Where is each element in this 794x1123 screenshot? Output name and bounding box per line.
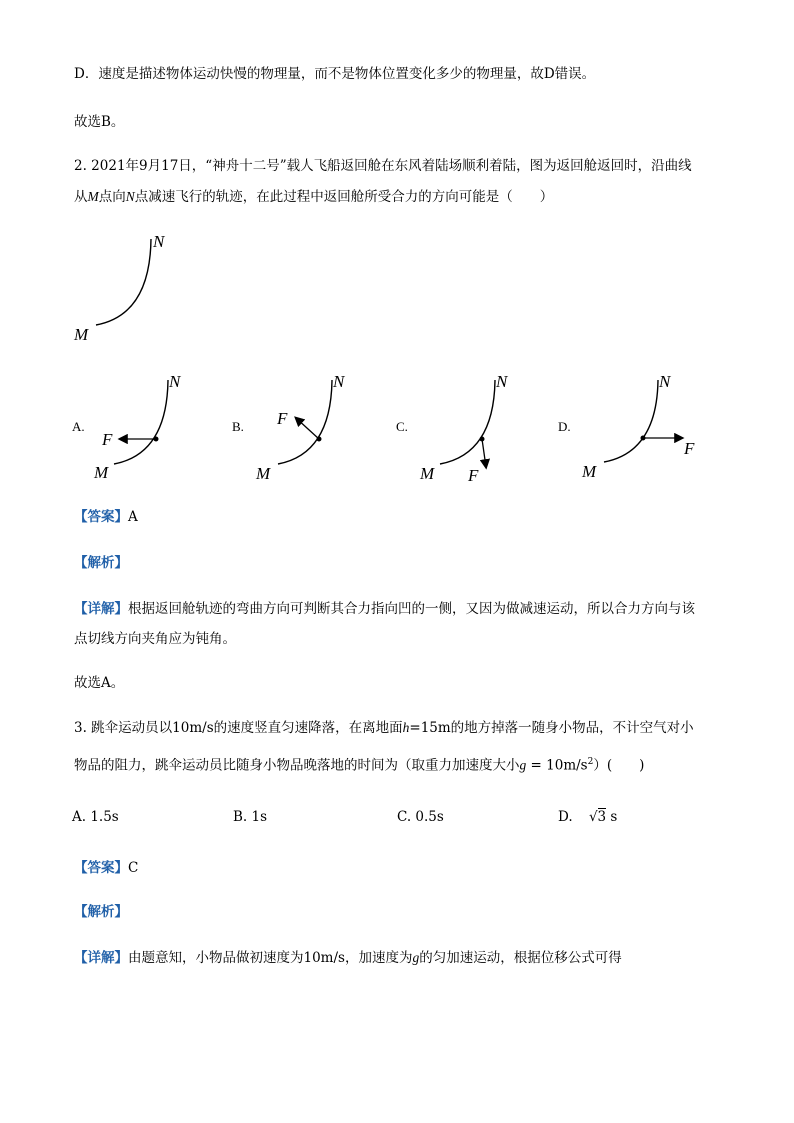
point-m-label: M	[94, 463, 109, 482]
force-arrow	[296, 418, 319, 439]
force-label: F	[102, 430, 113, 449]
q2-detail-line2: 点切线方向夹角应为钝角。	[74, 631, 236, 647]
radicand: 3	[597, 809, 607, 825]
q2-stem-line2: 从M点向N点减速飞行的轨迹，在此过程中返回舱所受合力的方向可能是（ ）	[74, 189, 554, 205]
q2-option-d-label: D.	[558, 419, 571, 434]
q2-option-c-label: C.	[396, 419, 408, 434]
trajectory-curve	[604, 380, 658, 462]
q3-answer: 【答案】C	[74, 860, 139, 876]
q3-stem-line1: 3. 跳伞运动员以10m/s的速度竖直匀速降落，在离地面h=15m的地方掉落一随身小物品，不计空气对小	[74, 720, 694, 736]
q3-stem-line2: 物品的阻力，跳伞运动员比随身小物品晚落地的时间为（取重力加速度大小$g = 10m/s^2$）( )	[74, 757, 645, 774]
q2-answer: 【答案】A	[74, 509, 138, 525]
force-label: F	[468, 466, 479, 485]
point-m-label: M	[256, 464, 271, 483]
trajectory-curve	[440, 380, 495, 464]
q2-analysis-heading: 【解析】	[74, 555, 128, 571]
q1-option-d-explanation: D．速度是描述物体运动快慢的物理量，而不是物体位置变化多少的物理量，故D错误。	[74, 66, 596, 82]
point-m-label: M	[74, 325, 89, 344]
q3-option-c: C. 0.5s	[397, 809, 444, 825]
point-m-label: M	[420, 464, 435, 483]
q2-option-b-label: B.	[232, 419, 244, 434]
point-n-label: N	[333, 372, 345, 391]
q3-option-a: A. 1.5s	[72, 809, 119, 825]
force-label: F	[684, 439, 695, 458]
q3-detail-line1: 【详解】由题意知，小物品做初速度为10m/s，加速度为g的匀加速运动，根据位移公式可得	[74, 950, 622, 966]
q2-conclusion: 故选A。	[74, 675, 125, 691]
q2-option-a-label: A.	[72, 419, 85, 434]
point-n-label: N	[496, 372, 508, 391]
point-n-label: N	[169, 372, 181, 391]
q3-analysis-heading: 【解析】	[74, 904, 128, 920]
q2-stem-line1: 2. 2021年9月17日，“神舟十二号”载人飞船返回舱在东风着陆场顺利着陆，图为返回舱返回时，沿曲线	[74, 158, 692, 174]
trajectory-curve	[114, 380, 168, 464]
point-m-label: M	[582, 462, 597, 481]
point-n-label: N	[153, 232, 165, 251]
force-arrow	[482, 439, 486, 467]
q2-option-d-figure	[578, 368, 708, 483]
q3-option-d: D. √3 s	[558, 809, 618, 825]
q2-option-a-figure	[92, 368, 202, 483]
q2-trajectory-figure	[60, 225, 210, 355]
force-label: F	[277, 409, 288, 428]
q2-option-c-figure	[416, 368, 526, 488]
q2-detail-line1: 【详解】根据返回舱轨迹的弯曲方向可判断其合力指向凹的一侧，又因为做减速运动，所以合力方向与该	[74, 601, 695, 617]
q1-conclusion: 故选B。	[74, 114, 125, 130]
point-n-label: N	[659, 372, 671, 391]
q2-option-b-figure	[252, 368, 362, 483]
trajectory-curve	[96, 239, 151, 325]
q3-option-b: B. 1s	[233, 809, 268, 825]
sqrt-sign: √	[588, 809, 598, 825]
